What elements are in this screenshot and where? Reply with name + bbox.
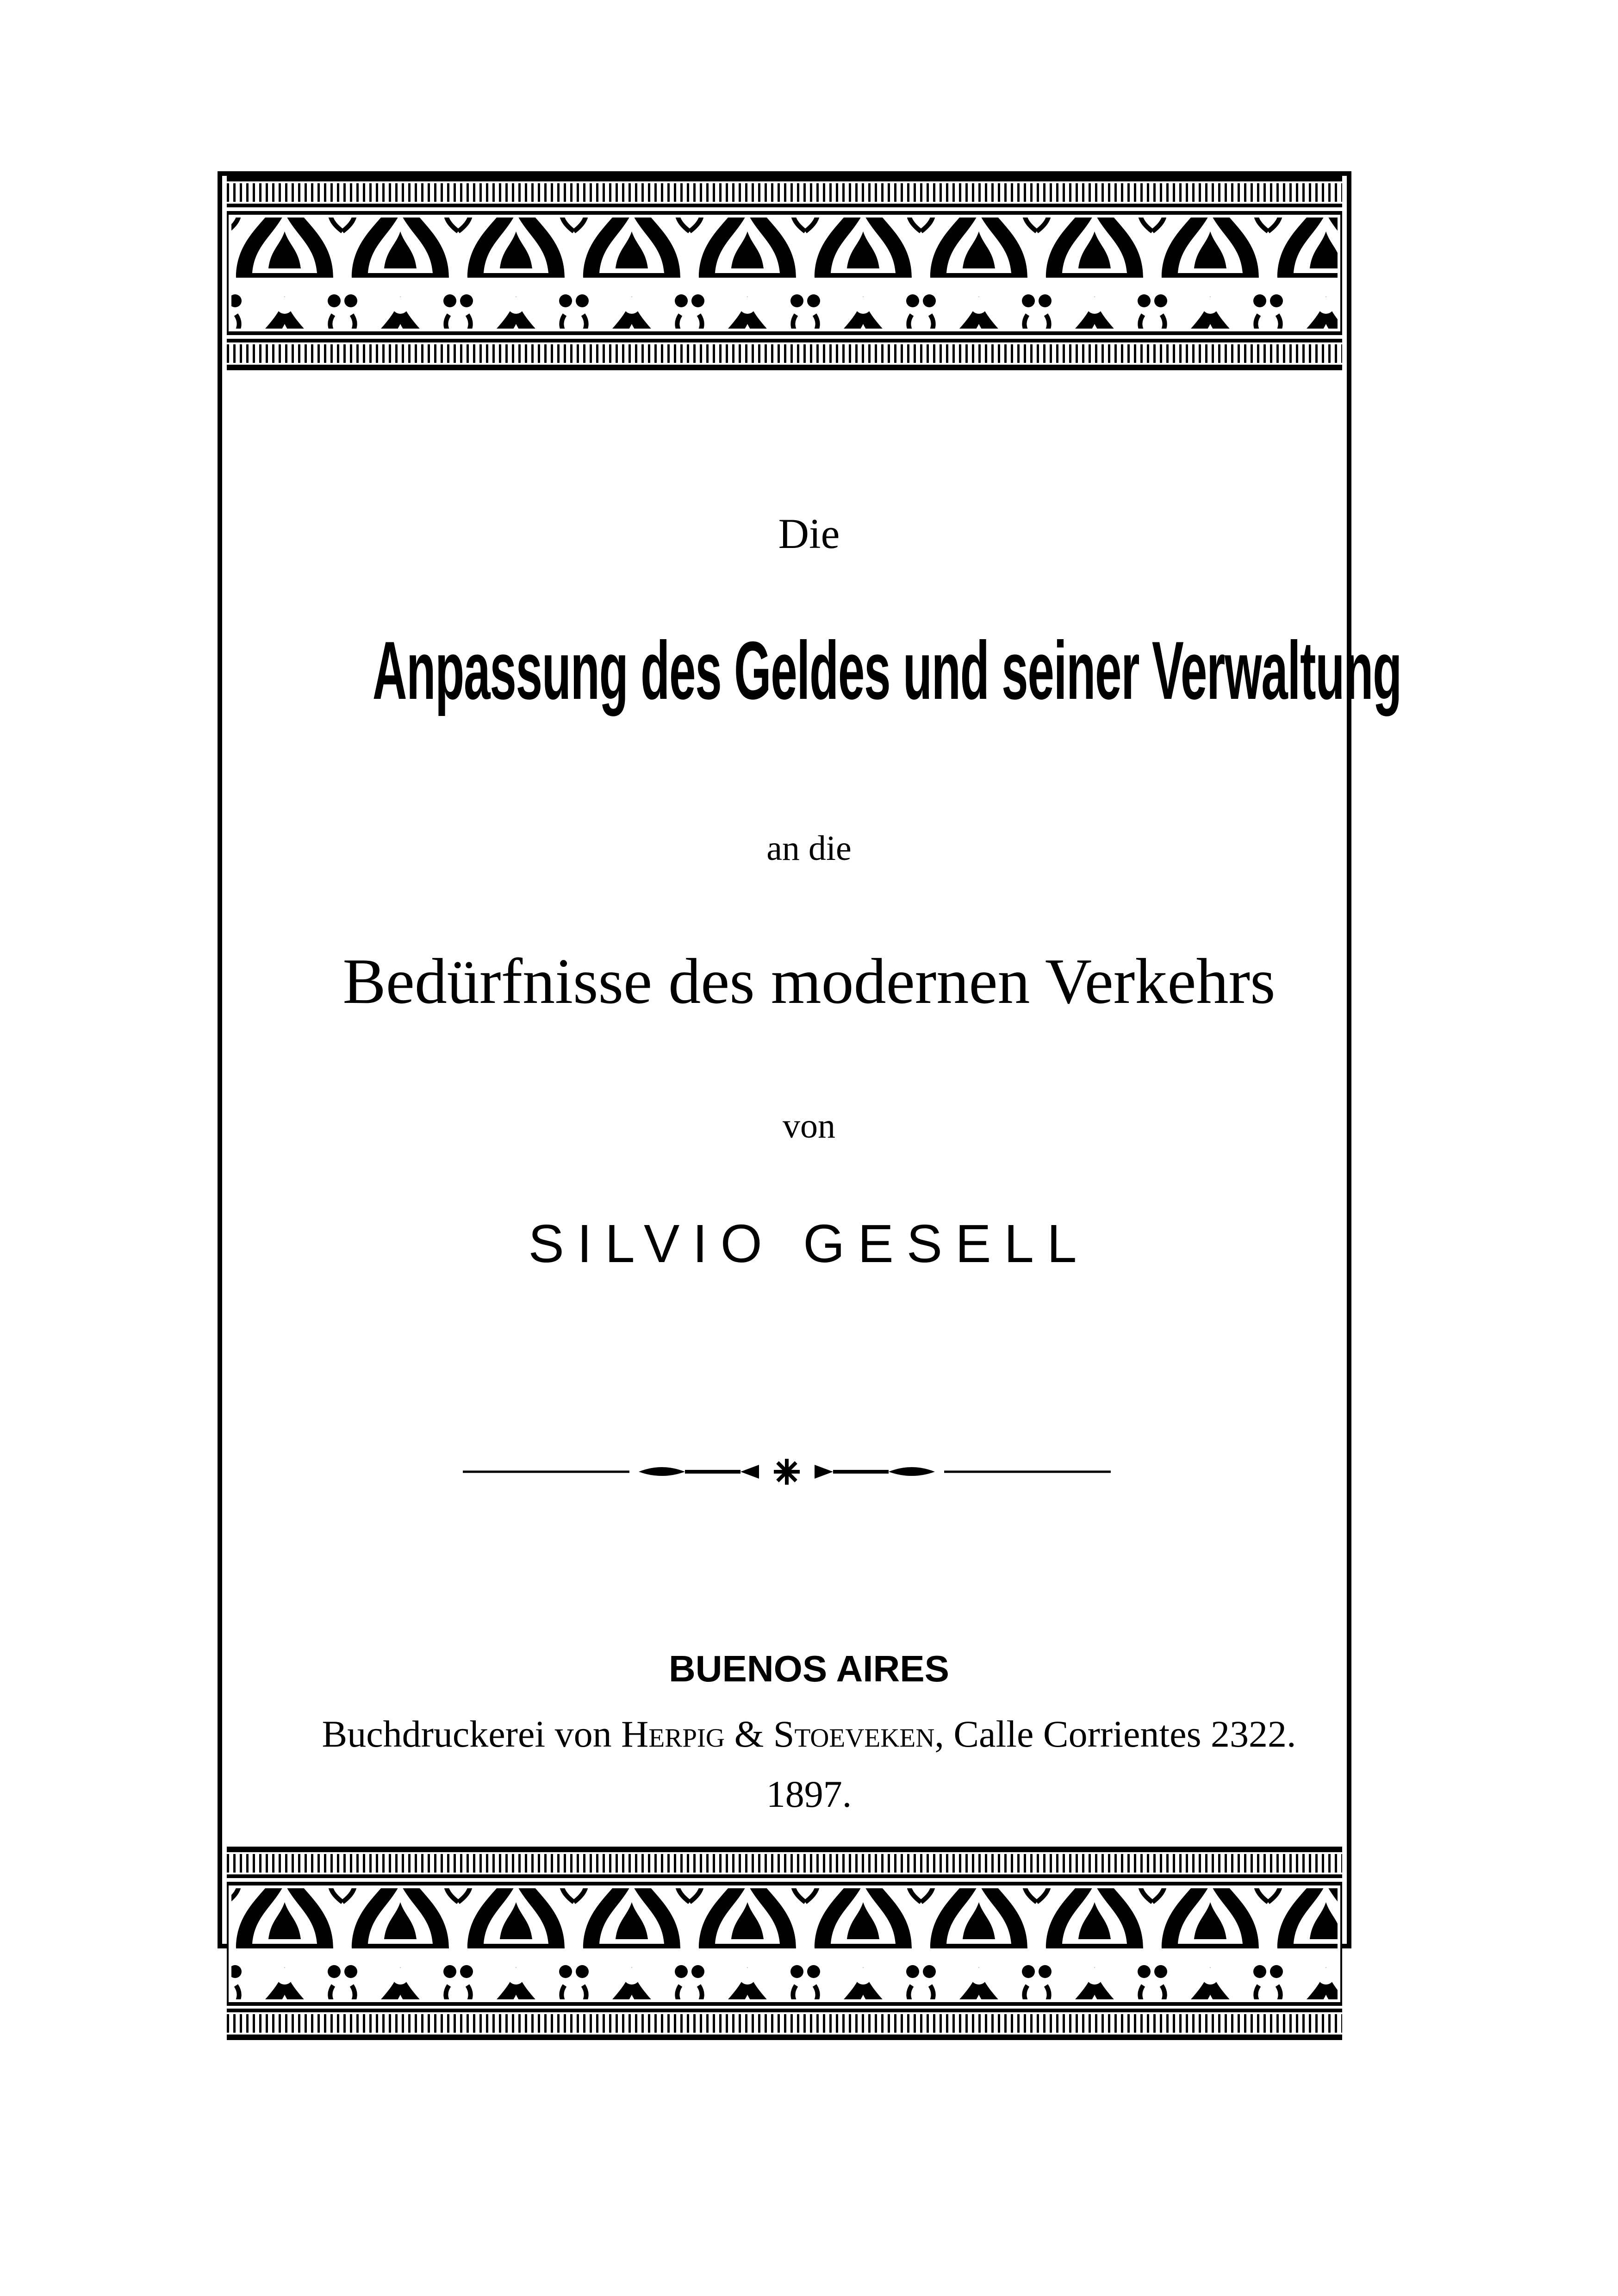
printer-name: Herpig & Stoeveken, bbox=[621, 1713, 944, 1755]
main-title-text: Anpassung des Geldes und seiner Verwaltung bbox=[372, 624, 1402, 716]
printer-prefix: Buchdruckerei von bbox=[322, 1713, 612, 1755]
subtitle: Bedürfnisse des modernen Verkehrs bbox=[342, 946, 1276, 1017]
fleuron-divider bbox=[463, 1453, 1111, 1490]
title-line-die: Die bbox=[778, 510, 840, 557]
imprint-city: BUENOS AIRES bbox=[668, 1648, 949, 1689]
imprint-printer bbox=[0, 1712, 1618, 1756]
imprint-year: 1897. bbox=[766, 1773, 852, 1815]
byline-von: von bbox=[783, 1107, 835, 1145]
main-title bbox=[0, 624, 1618, 716]
ornament-band-top bbox=[227, 176, 1342, 380]
author-name: SILVIO GESELL bbox=[528, 1213, 1090, 1274]
printer-address: Calle Corrientes 2322. bbox=[953, 1713, 1296, 1755]
title-line-an-die: an die bbox=[766, 829, 852, 868]
ornament-band-bottom bbox=[227, 1847, 1342, 2046]
